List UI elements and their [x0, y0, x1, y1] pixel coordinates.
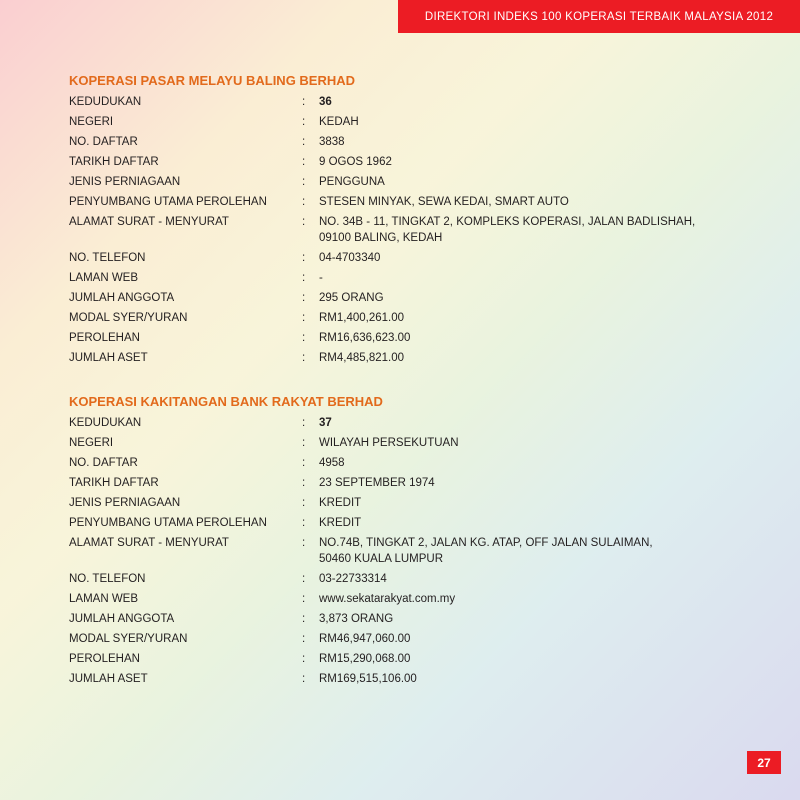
field-row-tarikh-daftar	[69, 475, 769, 491]
field-row-no-telefon	[69, 250, 769, 266]
page-number: 27	[747, 751, 781, 774]
field-row-no-daftar	[69, 455, 769, 471]
field-label: JENIS PERNIAGAAN	[69, 497, 181, 509]
cooperative-section-1	[69, 72, 769, 370]
field-colon: :	[302, 457, 306, 469]
field-label: JUMLAH ANGGOTA	[69, 292, 175, 304]
field-value	[319, 214, 769, 246]
field-colon: :	[302, 653, 306, 665]
field-value: PENGGUNA	[319, 176, 385, 188]
field-value: RM16,636,623.00	[319, 332, 411, 344]
field-colon: :	[302, 332, 306, 344]
field-value: KEDAH	[319, 116, 359, 128]
field-label: MODAL SYER/YURAN	[69, 312, 188, 324]
field-value: WILAYAH PERSEKUTUAN	[319, 437, 459, 449]
header-title: DIREKTORI INDEKS 100 KOPERASI TERBAIK MALAYSIA 2012	[424, 10, 774, 23]
field-label: NEGERI	[69, 116, 114, 128]
field-row-modal-syer	[69, 631, 769, 647]
section-title: KOPERASI PASAR MELAYU BALING BERHAD	[69, 73, 356, 88]
field-value: STESEN MINYAK, SEWA KEDAI, SMART AUTO	[319, 196, 569, 208]
field-value: 4958	[319, 457, 345, 469]
field-colon: :	[302, 252, 306, 264]
field-row-no-daftar	[69, 134, 769, 150]
field-value: 03-22733314	[319, 573, 387, 585]
field-value: 04-4703340	[319, 252, 381, 264]
field-row-no-telefon	[69, 571, 769, 587]
field-label: PEROLEHAN	[69, 332, 140, 344]
field-label: KEDUDUKAN	[69, 417, 142, 429]
field-value	[319, 535, 769, 567]
field-value: -	[319, 272, 323, 284]
field-value: 36	[319, 96, 332, 108]
field-label: JUMLAH ASET	[69, 673, 148, 685]
field-row-perolehan	[69, 330, 769, 346]
field-label: NO. DAFTAR	[69, 457, 138, 469]
field-row-kedudukan	[69, 94, 769, 110]
field-row-negeri	[69, 114, 769, 130]
field-value: 9 OGOS 1962	[319, 156, 392, 168]
field-colon: :	[302, 176, 306, 188]
field-row-jumlah-aset	[69, 671, 769, 687]
field-colon: :	[302, 517, 306, 529]
field-value: 295 ORANG	[319, 292, 384, 304]
field-label: MODAL SYER/YURAN	[69, 633, 188, 645]
field-label: NO. TELEFON	[69, 252, 146, 264]
field-value: RM15,290,068.00	[319, 653, 411, 665]
field-value: RM46,947,060.00	[319, 633, 411, 645]
field-colon: :	[302, 497, 306, 509]
field-row-jenis-perniagaan	[69, 495, 769, 511]
field-value: 3838	[319, 136, 345, 148]
field-row-alamat	[69, 214, 769, 246]
field-colon: :	[302, 352, 306, 364]
field-colon: :	[302, 136, 306, 148]
field-label: PENYUMBANG UTAMA PEROLEHAN	[69, 517, 267, 529]
field-value: 3,873 ORANG	[319, 613, 394, 625]
field-value: 37	[319, 417, 332, 429]
field-colon: :	[302, 477, 306, 489]
field-label: LAMAN WEB	[69, 272, 139, 284]
field-label: JUMLAH ANGGOTA	[69, 613, 175, 625]
field-colon: :	[302, 673, 306, 685]
field-value: RM169,515,106.00	[319, 673, 417, 685]
field-colon: :	[302, 537, 306, 549]
field-row-laman-web	[69, 270, 769, 286]
website-link[interactable]: www.sekatarakyat.com.my	[319, 593, 456, 605]
field-value: 23 SEPTEMBER 1974	[319, 477, 435, 489]
field-label: LAMAN WEB	[69, 593, 139, 605]
header-bar	[398, 0, 800, 33]
field-label: ALAMAT SURAT - MENYURAT	[69, 216, 229, 228]
section-title: KOPERASI KAKITANGAN BANK RAKYAT BERHAD	[69, 394, 383, 409]
field-row-alamat	[69, 535, 769, 567]
field-colon: :	[302, 292, 306, 304]
field-row-jumlah-anggota	[69, 611, 769, 627]
field-label: TARIKH DAFTAR	[69, 477, 159, 489]
field-colon: :	[302, 312, 306, 324]
field-colon: :	[302, 573, 306, 585]
field-label: NO. TELEFON	[69, 573, 146, 585]
address-line-1: NO.74B, TINGKAT 2, JALAN KG. ATAP, OFF JALAN SULAIMAN,	[319, 537, 653, 549]
field-row-penyumbang-utama	[69, 194, 769, 210]
field-colon: :	[302, 593, 306, 605]
field-value: KREDIT	[319, 517, 362, 529]
field-row-jenis-perniagaan	[69, 174, 769, 190]
field-value: KREDIT	[319, 497, 362, 509]
field-row-penyumbang-utama	[69, 515, 769, 531]
field-label: PENYUMBANG UTAMA PEROLEHAN	[69, 196, 267, 208]
field-label: PEROLEHAN	[69, 653, 140, 665]
field-label: JENIS PERNIAGAAN	[69, 176, 181, 188]
field-label: KEDUDUKAN	[69, 96, 142, 108]
address-line-1: NO. 34B - 11, TINGKAT 2, KOMPLEKS KOPERASI, JALAN BADLISHAH,	[319, 216, 696, 228]
field-label: ALAMAT SURAT - MENYURAT	[69, 537, 229, 549]
field-row-negeri	[69, 435, 769, 451]
cooperative-section-2	[69, 393, 769, 691]
field-value: RM1,400,261.00	[319, 312, 405, 324]
field-colon: :	[302, 116, 306, 128]
field-colon: :	[302, 96, 306, 108]
field-colon: :	[302, 156, 306, 168]
field-label: NEGERI	[69, 437, 114, 449]
field-colon: :	[302, 196, 306, 208]
field-row-laman-web	[69, 591, 769, 607]
field-colon: :	[302, 633, 306, 645]
field-label: JUMLAH ASET	[69, 352, 148, 364]
field-label: NO. DAFTAR	[69, 136, 138, 148]
field-colon: :	[302, 613, 306, 625]
field-row-jumlah-aset	[69, 350, 769, 366]
field-colon: :	[302, 417, 306, 429]
field-row-tarikh-daftar	[69, 154, 769, 170]
address-line-2: 50460 KUALA LUMPUR	[319, 553, 444, 565]
field-row-jumlah-anggota	[69, 290, 769, 306]
field-row-kedudukan	[69, 415, 769, 431]
field-colon: :	[302, 437, 306, 449]
field-label: TARIKH DAFTAR	[69, 156, 159, 168]
field-value: RM4,485,821.00	[319, 352, 405, 364]
field-row-perolehan	[69, 651, 769, 667]
field-colon: :	[302, 216, 306, 228]
address-line-2: 09100 BALING, KEDAH	[319, 232, 443, 244]
field-colon: :	[302, 272, 306, 284]
field-row-modal-syer	[69, 310, 769, 326]
